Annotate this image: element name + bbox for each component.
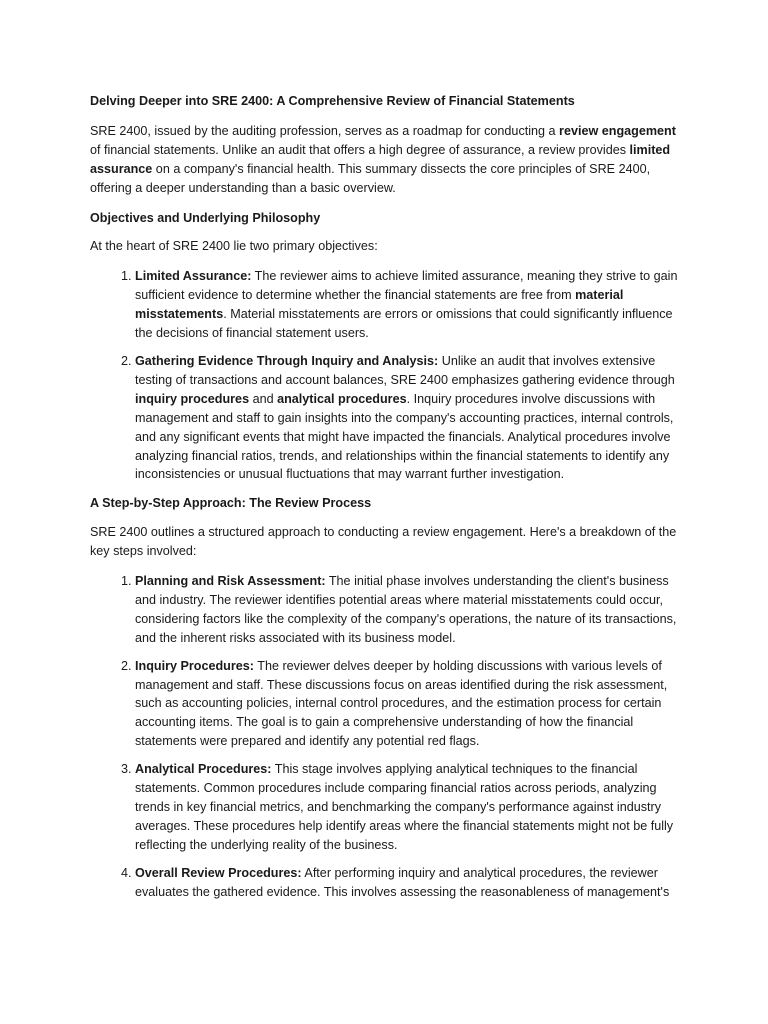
step-term: Inquiry Procedures:: [135, 658, 254, 673]
step-term: Planning and Risk Assessment:: [135, 574, 326, 589]
intro-bold-2: limited assurance: [90, 142, 671, 176]
review-steps-list: [90, 572, 680, 902]
document-title: Delving Deeper into SRE 2400: A Comprehensive Review of Financial Statements: [90, 94, 575, 108]
item-term: Gathering Evidence Through Inquiry and Analysis:: [135, 353, 439, 368]
list-item: [135, 267, 680, 343]
item-text: . Material misstatements are errors or omissions that could significantly influence the decisions of financial statement users.: [135, 307, 673, 341]
list-item: [135, 657, 680, 752]
step-text: After performing inquiry and analytical procedures, the reviewer evaluates the gathered evidence. This involves assessing the reasonableness of management's: [135, 865, 670, 899]
step-text: The initial phase involves understanding the client's business and industry. The reviewer identifies potential areas where material misstatements could occur, considering factors like the complexity of the company's operations, the nature of its transactions, and the inherent risks associated with its business model.: [135, 574, 677, 645]
intro-text-1: SRE 2400, issued by the auditing profession, serves as a roadmap for conducting a: [90, 123, 560, 138]
item-text: and: [249, 391, 278, 406]
intro-paragraph: [90, 122, 680, 198]
section-heading-review-process: A Step-by-Step Approach: The Review Process: [90, 496, 372, 511]
list-item: [135, 352, 680, 484]
objectives-lead: At the heart of SRE 2400 lie two primary objectives:: [90, 239, 378, 254]
intro-bold-1: review engagement: [559, 123, 676, 138]
step-text: The reviewer delves deeper by holding discussions with various levels of management and staff. These discussions focus on areas identified during the risk assessment, such as accounting policies, internal control procedures, and the estimation process for certain accounting items. The goal is to gain a comprehensive understanding of how the financial statements were prepared and identify any potential red flags.: [135, 658, 668, 749]
list-item: [135, 864, 680, 902]
item-text: Unlike an audit that involves extensive testing of transactions and account balances, SRE 2400 emphasizes gathering evidence through: [135, 353, 675, 387]
objectives-list: [90, 267, 680, 484]
section-heading-objectives: Objectives and Underlying Philosophy: [90, 210, 321, 225]
intro-text-2: of financial statements. Unlike an audit that offers a high degree of assurance, a review provides: [90, 142, 630, 157]
intro-text-3: on a company's financial health. This summary dissects the core principles of SRE 2400, offering a deeper understanding than a basic overview.: [90, 161, 651, 195]
item-term: Limited Assurance:: [135, 269, 252, 284]
step-term: Analytical Procedures:: [135, 762, 272, 777]
step-term: Overall Review Procedures:: [135, 865, 302, 880]
item-text: The reviewer aims to achieve limited assurance, meaning they strive to gain sufficient evidence to determine whether the financial statements are free from: [135, 269, 678, 303]
list-item: [135, 572, 680, 648]
item-bold: analytical procedures: [277, 391, 407, 406]
item-bold: inquiry procedures: [135, 391, 250, 406]
list-item: [135, 760, 680, 855]
step-text: This stage involves applying analytical techniques to the financial statements. Common procedures include comparing financial ratios across periods, analyzing trends in key financial metrics, and benchmarking the company's performance against industry averages. These procedures help identify areas where the financial statements might not be fully reflecting the underlying reality of the business.: [135, 762, 674, 852]
item-text: . Inquiry procedures involve discussions with management and staff to gain insights into the company's accounting practices, internal controls, and any significant events that might have impacted the financials. Analytical procedures involve analyzing financial ratios, trends, and relationships within the financial statements to identify any inconsistencies or unusual fluctuations that may warrant further investigation.: [135, 391, 674, 482]
review-process-lead: SRE 2400 outlines a structured approach to conducting a review engagement. Here's a breakdown of the key steps involved:: [90, 525, 677, 559]
item-bold: material misstatements: [135, 288, 624, 322]
